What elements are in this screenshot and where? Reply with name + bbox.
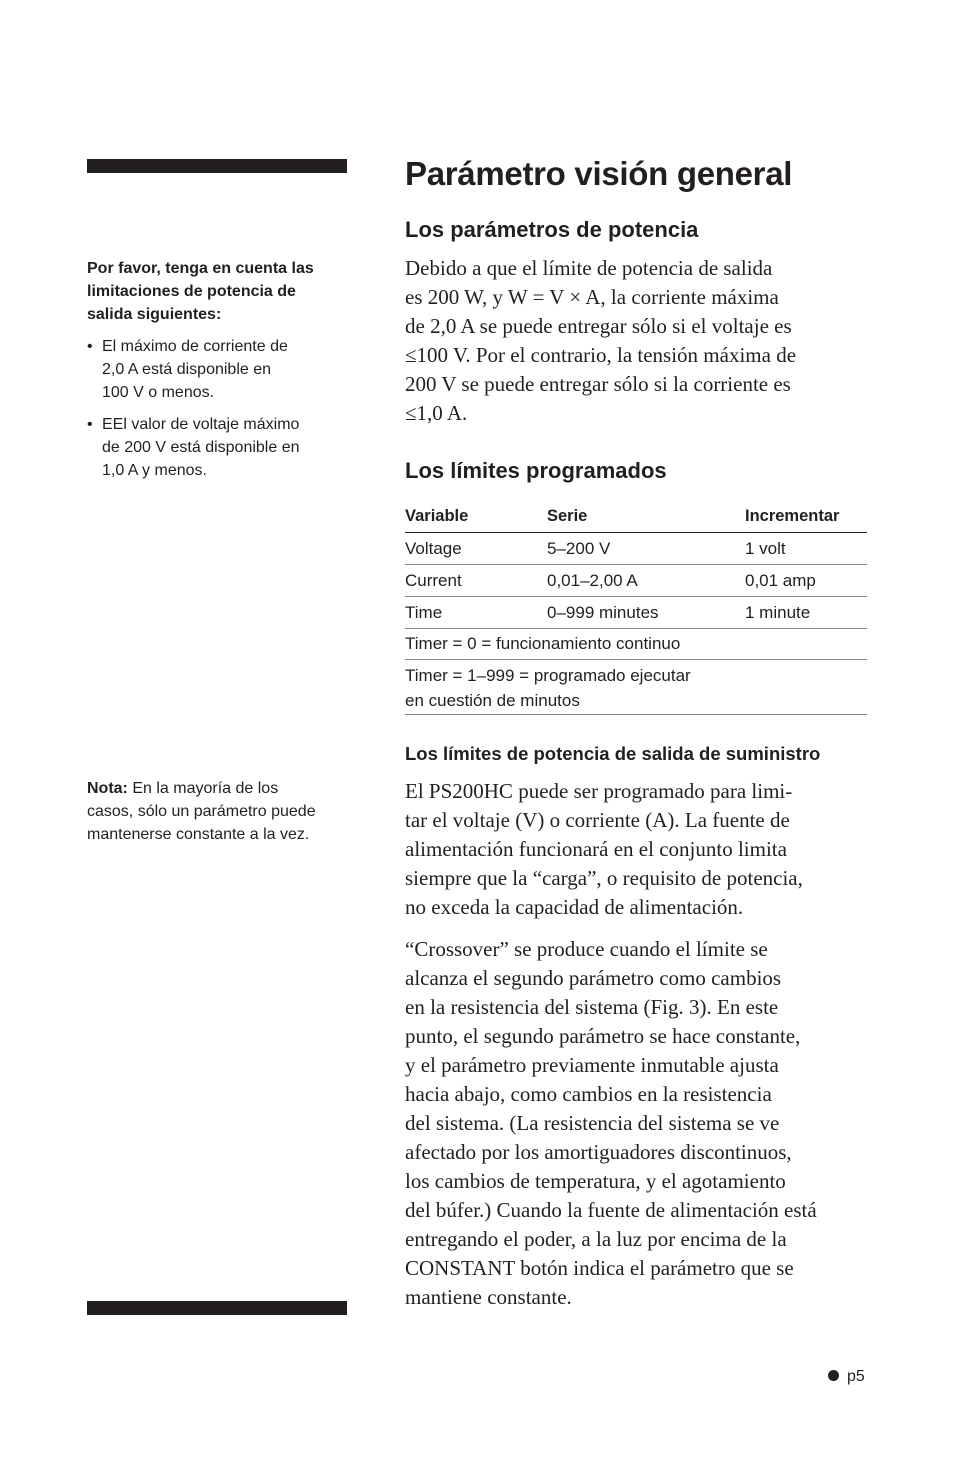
text-line: del búfer.) Cuando la fuente de alimentación está [405, 1198, 817, 1222]
text-line: del sistema. (La resistencia del sistema se ve [405, 1111, 780, 1135]
sidebar-heading-line: salida siguientes: [87, 306, 222, 323]
table-note [405, 663, 735, 713]
nota-line: mantenerse constante a la vez. [87, 826, 310, 843]
text-line: entregando el poder, a la luz por encima de la [405, 1227, 787, 1251]
text-line: y el parámetro previamente inmutable ajusta [405, 1053, 779, 1077]
supply-paragraph [405, 777, 867, 922]
bullet-line: 100 V o menos. [102, 384, 215, 401]
list-item [87, 413, 342, 482]
text-line: 200 V se puede entregar sólo si la corriente es [405, 372, 791, 396]
text-line: tar el voltaje (V) o corriente (A). La fuente de [405, 808, 790, 832]
table-cell: 1 minute [745, 603, 811, 622]
text-line: en la resistencia del sistema (Fig. 3). En este [405, 995, 779, 1019]
text-line: CONSTANT botón indica el parámetro que se [405, 1256, 794, 1280]
text-line: hacia abajo, como cambios en la resistencia [405, 1082, 772, 1106]
list-item [87, 335, 342, 404]
nota-label: Nota: [87, 780, 128, 797]
power-paragraph [405, 254, 867, 428]
supply-heading: Los límites de potencia de salida de suministro [405, 743, 821, 764]
table-row [405, 597, 867, 629]
bullet-icon: • [87, 416, 93, 433]
table-cell: 1 volt [745, 539, 786, 558]
bullet-dot-icon [828, 1370, 839, 1381]
text-line: los cambios de temperatura, y el agotamiento [405, 1169, 786, 1193]
sidebar-note-heading [87, 257, 342, 326]
limits-heading: Los límites programados [405, 458, 667, 483]
text-line: no exceda la capacidad de alimentación. [405, 895, 744, 919]
table-cell: Voltage [405, 539, 462, 558]
crossover-paragraph [405, 935, 867, 1312]
table-note-row [405, 629, 867, 660]
table-cell: 0–999 minutes [547, 603, 659, 622]
sidebar-bullet-list [87, 335, 342, 482]
sidebar-power-note [87, 257, 342, 491]
text-line: afectado por los amortiguadores discontinuos, [405, 1140, 792, 1164]
page-number [828, 1366, 865, 1388]
text-line: mantiene constante. [405, 1285, 572, 1309]
sidebar-heading-line: limitaciones de potencia de [87, 283, 296, 300]
sidebar-top-rule [87, 159, 347, 173]
page-title: Parámetro visión general [405, 155, 793, 192]
nota-line: casos, sólo un parámetro puede [87, 803, 316, 820]
bullet-line: EEl valor de voltaje máximo [102, 416, 300, 433]
table-row [405, 533, 867, 565]
text-line: siempre que la “carga”, o requisito de potencia, [405, 866, 803, 890]
sidebar-nota [87, 777, 347, 846]
table-note-row [405, 660, 867, 715]
bullet-line: El máximo de corriente de [102, 338, 288, 355]
text-line: “Crossover” se produce cuando el límite se [405, 937, 768, 961]
text-line: es 200 W, y W = V × A, la corriente máxima [405, 285, 779, 309]
text-line: ≤100 V. Por el contrario, la tensión máxima de [405, 343, 797, 367]
table-cell: Time [405, 603, 443, 622]
bullet-line: de 200 V está disponible en [102, 439, 300, 456]
text-line: ≤1,0 A. [405, 401, 468, 425]
bullet-icon: • [87, 338, 93, 355]
table-header-row [405, 503, 867, 533]
text-line: alcanza el segundo parámetro como cambios [405, 966, 782, 990]
table-cell: Current [405, 571, 462, 590]
sidebar-bottom-rule [87, 1301, 347, 1315]
page-number-label: p5 [847, 1368, 865, 1385]
text-line: alimentación funcionará en el conjunto limita [405, 837, 787, 861]
table-cell: 0,01 amp [745, 571, 816, 590]
column-header: Serie [547, 507, 588, 525]
power-heading: Los parámetros de potencia [405, 217, 699, 242]
text-line: de 2,0 A se puede entregar sólo si el voltaje es [405, 314, 792, 338]
nota-line: En la mayoría de los [127, 780, 279, 797]
bullet-line: 2,0 A está disponible en [102, 361, 272, 378]
sidebar-heading-line: Por favor, tenga en cuenta las [87, 260, 314, 277]
note-line: Timer = 1–999 = programado ejecutar [405, 666, 691, 685]
table-cell: 0,01–2,00 A [547, 571, 638, 590]
column-header: Variable [405, 507, 469, 525]
column-header: Incrementar [745, 507, 840, 525]
table-note: Timer = 0 = funcionamiento continuo [405, 634, 681, 653]
table-cell: 5–200 V [547, 539, 611, 558]
bullet-line: 1,0 A y menos. [102, 462, 207, 479]
table-row [405, 565, 867, 597]
text-line: El PS200HC puede ser programado para limi- [405, 779, 793, 803]
text-line: Debido a que el límite de potencia de salida [405, 256, 773, 280]
text-line: punto, el segundo parámetro se hace constante, [405, 1024, 801, 1048]
limits-table [405, 503, 867, 715]
note-line: en cuestión de minutos [405, 691, 580, 710]
